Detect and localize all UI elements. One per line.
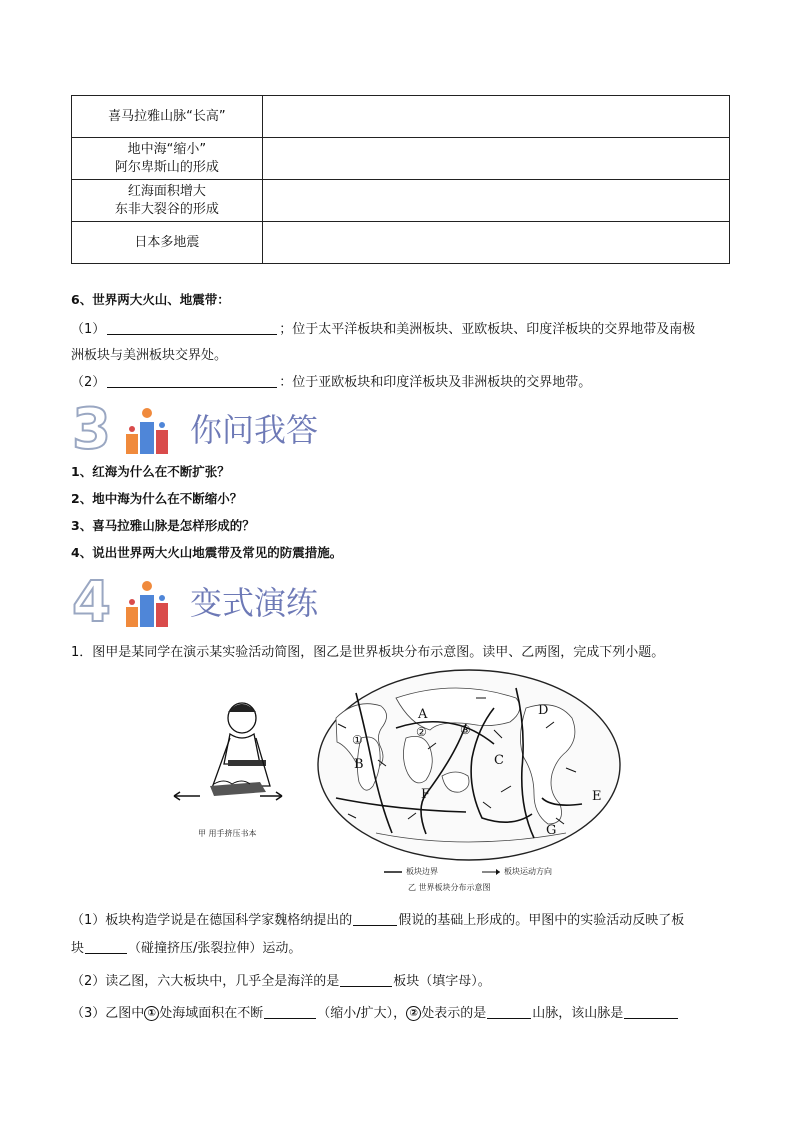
legend-boundary-label: 板块边界 bbox=[406, 867, 438, 876]
list-item: 2、地中海为什么在不断缩小？ bbox=[71, 491, 243, 506]
plate-label-a: A bbox=[418, 707, 428, 722]
question-6-title: 6、世界两大火山、地震带： bbox=[71, 292, 230, 307]
figure-b-caption: 乙 世界板块分布示意图 bbox=[408, 883, 491, 892]
section-3-header bbox=[72, 397, 372, 462]
answer-blank[interactable] bbox=[85, 939, 127, 954]
plate-label-c: C bbox=[494, 753, 504, 768]
plate-label-b: B bbox=[354, 757, 364, 772]
table-answer-cell[interactable] bbox=[262, 180, 729, 222]
podium-icon bbox=[122, 577, 174, 629]
table-answer-cell[interactable] bbox=[262, 96, 729, 138]
table-answer-cell[interactable] bbox=[262, 222, 729, 264]
section-number: 3 bbox=[72, 397, 109, 462]
table-row bbox=[72, 222, 730, 264]
figure-area bbox=[170, 668, 630, 896]
legend-motion-label: 板块运动方向 bbox=[504, 867, 552, 876]
section-4-header bbox=[72, 570, 372, 635]
figure-a-caption: 甲 用手挤压书本 bbox=[198, 829, 257, 838]
table-row bbox=[72, 138, 730, 180]
section-title: 变式演练 bbox=[190, 584, 319, 622]
section-number: 4 bbox=[72, 570, 109, 635]
subquestion-1-line-1: （1）板块构造学说是在德国科学家魏格纳提出的 假说的基础上形成的。甲图中的实验活动反映了板 bbox=[71, 913, 685, 928]
map-marker-2: ② bbox=[416, 725, 427, 739]
table-label-cell: 红海面积增大 东非大裂谷的形成 bbox=[72, 180, 263, 222]
answer-blank[interactable] bbox=[107, 320, 277, 335]
table-answer-cell[interactable] bbox=[262, 138, 729, 180]
question-6-item-1: （1） ；位于太平洋板块和美洲板块、亚欧板块、印度洋板块的交界地带及南极 bbox=[71, 322, 696, 337]
plate-label-d: D bbox=[538, 703, 549, 718]
map-marker-1: ① bbox=[352, 733, 363, 747]
question-6-item-2: （2） ：位于亚欧板块和印度洋板块及非洲板块的交界地带。 bbox=[71, 375, 592, 390]
subquestion-3: （3）乙图中 ① 处海域面积在不断 （缩小/扩大）， ② 处表示的是 山脉，该山脉是 bbox=[71, 1002, 679, 1021]
map-marker-3: ③ bbox=[460, 723, 471, 737]
list-item: 1、红海为什么在不断扩张？ bbox=[71, 464, 230, 479]
answer-blank[interactable] bbox=[340, 972, 392, 987]
table-label-cell: 地中海“缩小” 阿尔卑斯山的形成 bbox=[72, 138, 263, 180]
table-row bbox=[72, 180, 730, 222]
list-item: 4、说出世界两大火山地震带及常见的防震措施。 bbox=[71, 545, 343, 560]
subquestion-1-line-2: 块 （碰撞挤压/张裂拉伸）运动。 bbox=[71, 941, 302, 956]
table-row bbox=[72, 96, 730, 138]
podium-icon bbox=[122, 404, 174, 456]
answer-blank[interactable] bbox=[264, 1004, 316, 1019]
answer-blank[interactable] bbox=[487, 1004, 531, 1019]
plate-label-e: E bbox=[592, 789, 602, 804]
person-pressing-books-illustration bbox=[170, 698, 310, 818]
table-label-cell: 喜马拉雅山脉“长高” bbox=[72, 96, 263, 138]
plate-label-f: F bbox=[421, 787, 431, 802]
section-title: 你问我答 bbox=[190, 411, 319, 449]
table-label-cell: 日本多地震 bbox=[72, 222, 263, 264]
world-plate-map bbox=[316, 668, 622, 866]
subquestion-2: （2）读乙图，六大板块中，几乎全是海洋的是 板块（填字母）。 bbox=[71, 974, 491, 989]
phenomena-table bbox=[71, 95, 730, 264]
plate-label-g: G bbox=[546, 823, 557, 838]
answer-blank[interactable] bbox=[107, 373, 277, 388]
answer-blank[interactable] bbox=[353, 911, 397, 926]
list-item: 3、喜马拉雅山脉是怎样形成的？ bbox=[71, 518, 255, 533]
answer-blank[interactable] bbox=[624, 1004, 678, 1019]
question-6-item-1-cont: 洲板块与美洲板块交界处。 bbox=[71, 348, 228, 363]
exercise-intro: 1．图甲是某同学在演示某实验活动简图，图乙是世界板块分布示意图。读甲、乙两图，完成下列小题。 bbox=[71, 645, 665, 660]
